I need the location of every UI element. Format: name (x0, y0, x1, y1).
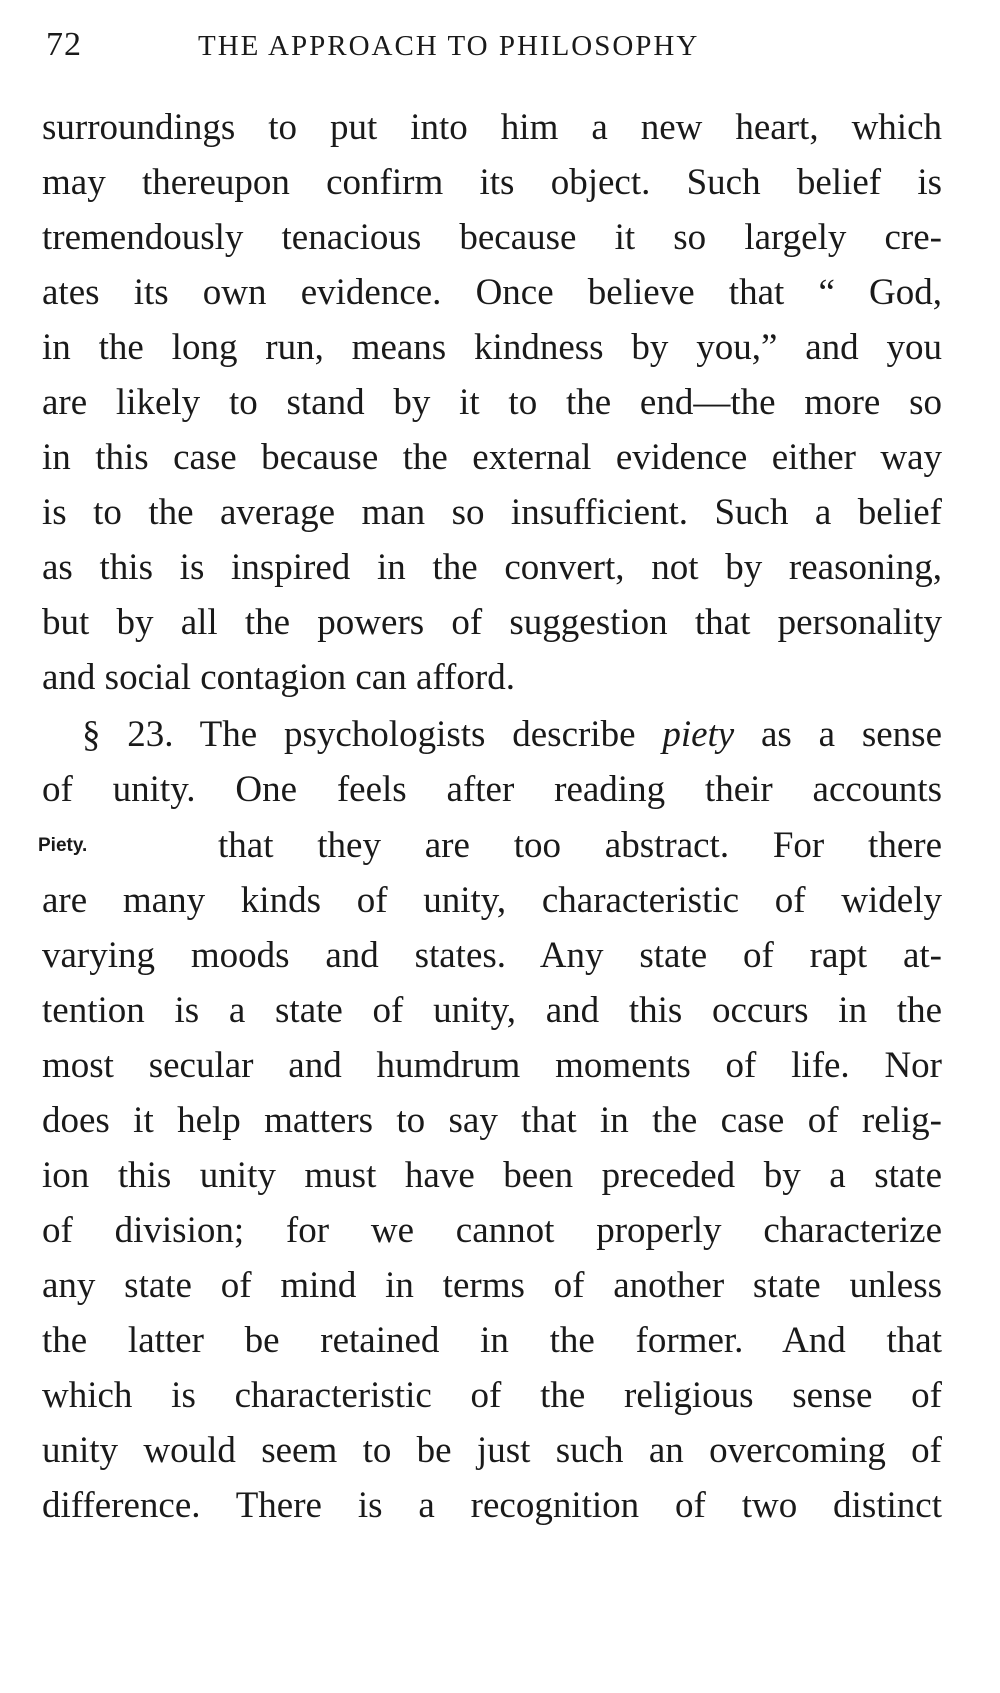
text-line: as this is inspired in the convert, not by reasoning, (42, 547, 942, 588)
text-line: difference. There is a recognition of two distinct (42, 1485, 942, 1526)
text-line: that they are too abstract. For there (218, 825, 942, 866)
running-title: THE APPROACH TO PHILOSOPHY (198, 30, 700, 62)
text-line: is to the average man so insufficient. Such a belief (42, 492, 942, 533)
emphasis-piety: piety (662, 714, 735, 755)
text-line: tremendously tenacious because it so largely cre- (42, 217, 942, 258)
text-line: unity would seem to be just such an overcoming of (42, 1430, 942, 1471)
text-line: which is characteristic of the religious sense of (42, 1375, 942, 1416)
text-line: any state of mind in terms of another state unless (42, 1265, 942, 1306)
text-line: tention is a state of unity, and this occurs in the (42, 990, 942, 1031)
text-line: ates its own evidence. Once believe that “ God, (42, 272, 942, 313)
margin-note-piety: Piety. (38, 835, 88, 856)
text-line: surroundings to put into him a new heart, which (42, 107, 942, 148)
text-line: most secular and humdrum moments of life. Nor (42, 1045, 942, 1086)
text-line: are likely to stand by it to the end—the more so (42, 382, 942, 423)
text-line: may thereupon confirm its object. Such belief is (42, 162, 942, 203)
section-23-tail: as a sense (734, 714, 942, 755)
text-line: of division; for we cannot properly characterize (42, 1210, 942, 1251)
text-line: ion this unity must have been preceded by a state (42, 1155, 942, 1196)
section-23-lead: § 23. The psychologists describe (82, 714, 663, 755)
text-line: of unity. One feels after reading their accounts (42, 769, 942, 810)
text-line: does it help matters to say that in the case of relig- (42, 1100, 942, 1141)
section-23-first-line (82, 709, 942, 761)
text-line: the latter be retained in the former. And that (42, 1320, 942, 1361)
text-line: varying moods and states. Any state of rapt at- (42, 935, 942, 976)
page-number: 72 (46, 26, 82, 63)
text-line: in this case because the external evidence either way (42, 437, 942, 478)
text-line: and social contagion can afford. (42, 657, 515, 698)
text-line: are many kinds of unity, characteristic of widely (42, 880, 942, 921)
text-line: but by all the powers of suggestion that personality (42, 602, 942, 643)
running-head (46, 26, 946, 70)
text-line: in the long run, means kindness by you,” and you (42, 327, 942, 368)
